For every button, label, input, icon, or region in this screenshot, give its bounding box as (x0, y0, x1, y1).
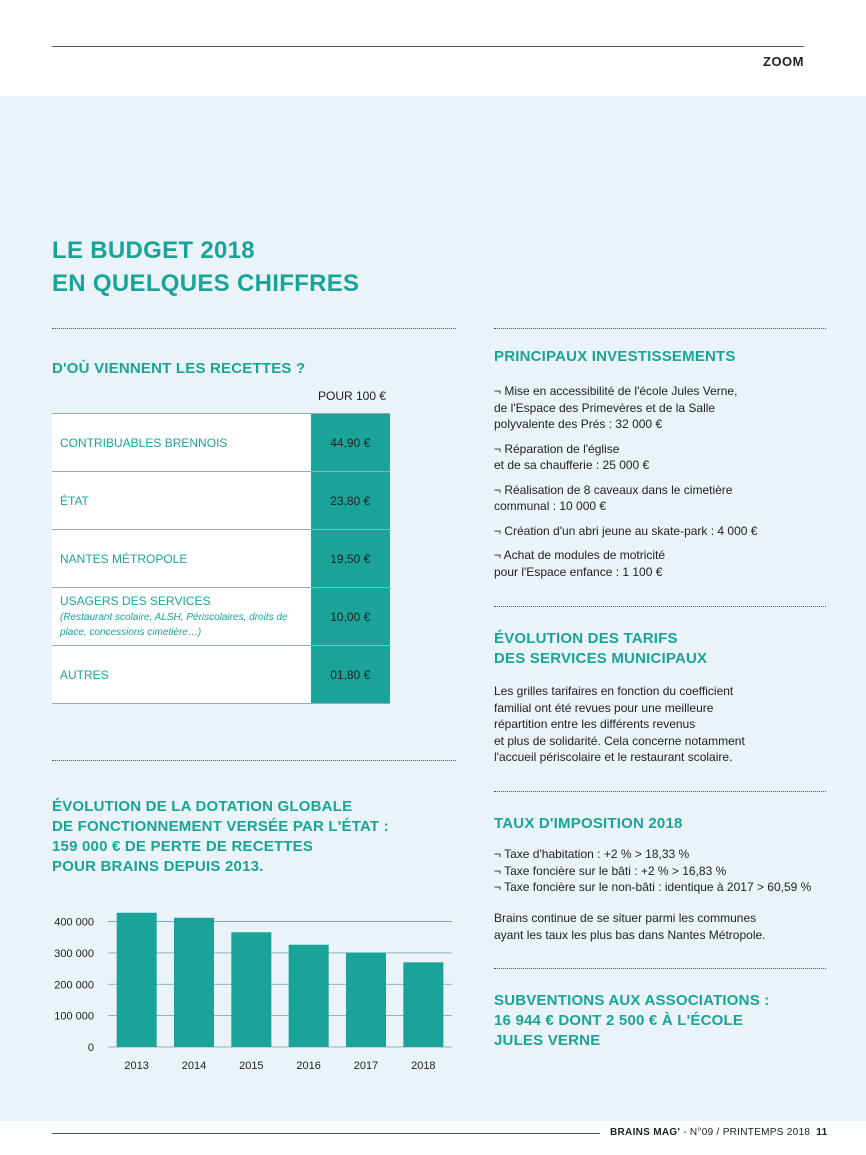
y-tick-label: 400 000 (54, 916, 94, 929)
list-item: ¬ Achat de modules de motricité pour l'Espace enfance : 1 100 € (494, 548, 666, 579)
separator (52, 760, 456, 761)
dotation-title: ÉVOLUTION DE LA DOTATION GLOBALE DE FONCTIONNEMENT VERSÉE PAR L'ÉTAT : 159 000 € DE PERTE DE RECETTES POUR BRAINS DEPUIS 2013. (52, 798, 389, 875)
separator (494, 968, 826, 969)
y-tick-label: 200 000 (54, 979, 94, 992)
taux-list (494, 846, 811, 896)
page-title: LE BUDGET 2018 EN QUELQUES CHIFFRES (52, 237, 360, 297)
issue-info: - N°09 / PRINTEMPS 2018 (680, 1127, 811, 1138)
table-row (52, 588, 390, 646)
header-rule (52, 46, 804, 47)
x-tick-label: 2013 (124, 1060, 149, 1072)
taux-title: TAUX D'IMPOSITION 2018 (494, 815, 683, 832)
table-row (52, 472, 390, 530)
list-item: ¬ Taxe foncière sur le non-bâti : identique à 2017 > 60,59 % (494, 880, 812, 894)
y-tick-label: 100 000 (54, 1010, 94, 1023)
row-label: AUTRES (60, 667, 109, 682)
row-label: CONTRIBUABLES BRENNOIS (60, 435, 228, 450)
subventions-title: SUBVENTIONS AUX ASSOCIATIONS : 16 944 € DONT 2 500 € À L'ÉCOLE JULES VERNE (494, 992, 770, 1049)
x-tick-label: 2018 (411, 1060, 436, 1072)
row-value: 19,50 € (310, 530, 390, 588)
row-label: USAGERS DES SERVICES (60, 593, 211, 608)
table-row (52, 646, 390, 704)
x-tick-label: 2015 (239, 1060, 264, 1072)
list-item: ¬ Réparation de l'église et de sa chaufferie : 25 000 € (494, 441, 650, 472)
bar (231, 932, 271, 1047)
row-sublabel: (Restaurant scolaire, ALSH, Périscolaires, droits de place, concessions cimetière…) (60, 611, 288, 638)
tarifs-title: ÉVOLUTION DES TARIFS DES SERVICES MUNICIPAUX (494, 630, 708, 667)
row-value: 10,00 € (310, 588, 390, 646)
x-tick-label: 2016 (296, 1060, 321, 1072)
row-label: NANTES MÉTROPOLE (60, 551, 188, 566)
separator (494, 791, 826, 792)
row-value: 01,80 € (310, 646, 390, 704)
list-item: ¬ Taxe foncière sur le bâti : +2 % > 16,83 % (494, 863, 727, 878)
bar (289, 945, 329, 1047)
bar (117, 913, 157, 1047)
investissements-title: PRINCIPAUX INVESTISSEMENTS (494, 348, 736, 365)
dotation-bar-chart (40, 905, 460, 1080)
bar (174, 918, 214, 1047)
separator (494, 606, 826, 607)
recettes-title: D'OÙ VIENNENT LES RECETTES ? (52, 360, 306, 377)
recettes-table (52, 413, 390, 704)
bar (403, 962, 443, 1047)
page-number: 11 (816, 1127, 828, 1138)
separator (494, 328, 826, 329)
x-tick-label: 2014 (181, 1060, 207, 1072)
row-value: 44,90 € (310, 414, 390, 472)
x-tick-label: 2017 (353, 1060, 379, 1072)
section-label: ZOOM (763, 54, 804, 69)
table-row (52, 530, 390, 588)
investissements-list (494, 383, 834, 588)
taux-note: Brains continue de se situer parmi les communes ayant les taux les plus bas dans Nantes Métropole. (494, 911, 766, 942)
magazine-name: BRAINS MAG' (610, 1127, 681, 1138)
y-tick-label: 0 (87, 1042, 94, 1054)
footer (610, 1127, 827, 1138)
footer-rule (52, 1133, 600, 1134)
table-row (52, 414, 390, 472)
list-item: ¬ Taxe d'habitation : +2 % > 18,33 % (494, 847, 690, 861)
bar (346, 953, 386, 1047)
list-item: ¬ Création d'un abri jeune au skate-park : 4 000 € (494, 523, 758, 538)
row-label: ÉTAT (60, 493, 89, 508)
y-tick-label: 300 000 (54, 947, 94, 960)
list-item: ¬ Mise en accessibilité de l'école Jules Verne, de l'Espace des Primevères et de la Salle polyvalente des Prés : 32 000 € (494, 384, 738, 431)
separator (52, 328, 456, 329)
list-item: ¬ Réalisation de 8 caveaux dans le cimetière communal : 10 000 € (494, 482, 733, 513)
row-value: 23,80 € (310, 472, 390, 530)
tarifs-paragraph: Les grilles tarifaires en fonction du coefficient familial ont été revues pour une meilleure répartition entre les différents revenus et plus de solidarité. Cela concerne notamment l'accueil périscolaire et le restaurant scolaire. (494, 684, 745, 764)
unit-label: POUR 100 € (318, 389, 387, 403)
